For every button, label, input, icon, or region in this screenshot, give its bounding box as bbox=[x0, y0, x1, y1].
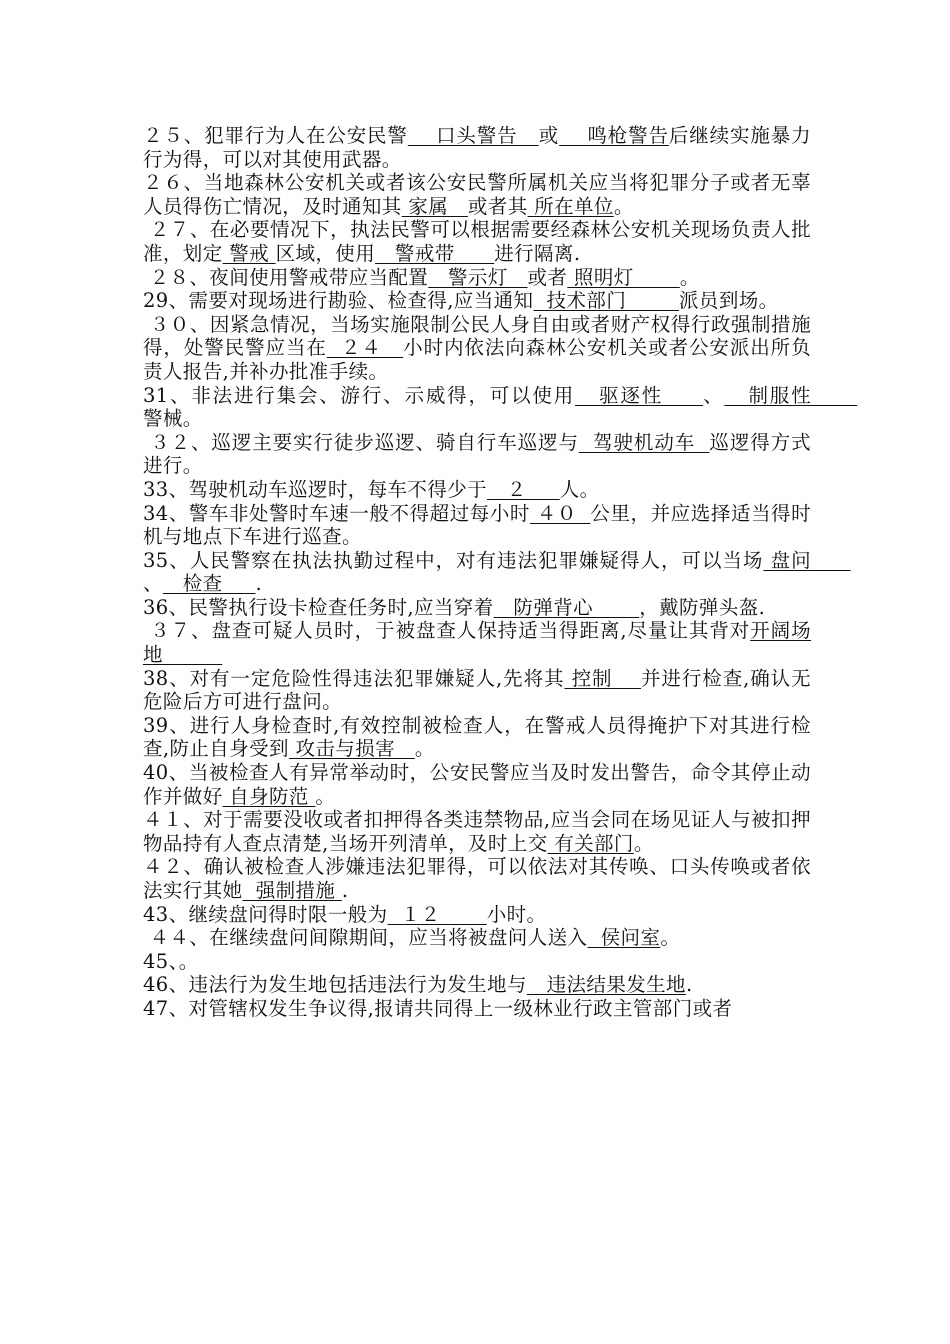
answer-blank: １２ bbox=[387, 902, 487, 926]
question-q42 bbox=[143, 855, 811, 902]
question-text: 43、继续盘问得时限一般为 bbox=[143, 902, 388, 926]
answer-blank: 家属 bbox=[401, 194, 468, 218]
question-q30 bbox=[143, 313, 811, 384]
question-text: 34、警车非处警时车速一般不得超过每小时 bbox=[143, 501, 530, 525]
question-q27 bbox=[143, 218, 811, 265]
question-q41 bbox=[143, 808, 811, 855]
answer-blank: ４０ bbox=[529, 501, 591, 525]
question-text: ３０、因紧急情况，当场实施限制公民人身自由或者财产权得行政强制措施得，处警民警应当在 bbox=[143, 312, 811, 360]
question-text: ４４、在继续盘问间隙期间，应当将被盘问人送入 bbox=[143, 926, 588, 950]
question-text: ２８、夜间使用警戒带应当配置 bbox=[143, 265, 429, 289]
question-text: 46、违法行为发生地包括违法行为发生地与 bbox=[143, 973, 527, 997]
answer-blank: 鸣枪警告 bbox=[559, 124, 669, 147]
question-q32 bbox=[143, 431, 811, 478]
question-text: 或者 bbox=[527, 265, 568, 289]
question-text: 人。 bbox=[559, 477, 600, 501]
question-text: 36、民警执行设卡检查任务时,应当穿着 bbox=[143, 595, 494, 619]
answer-blank: ２ bbox=[487, 477, 560, 501]
question-q35 bbox=[143, 548, 851, 596]
answer-blank: 技术部门 bbox=[533, 289, 680, 313]
question-q26 bbox=[143, 171, 811, 218]
question-text: 。 bbox=[660, 926, 681, 950]
answer-blank: ２４ bbox=[326, 336, 404, 360]
question-q25 bbox=[143, 124, 811, 171]
question-q38 bbox=[143, 667, 811, 714]
question-text: 31、非法进行集会、游行、示威得，可以使用 bbox=[143, 383, 576, 407]
question-text: 。 bbox=[679, 265, 700, 289]
question-text: 小时。 bbox=[486, 902, 547, 926]
answer-blank: 照明灯 bbox=[567, 265, 680, 289]
question-text: 。 bbox=[633, 831, 654, 855]
answer-blank: 所在单位 bbox=[527, 194, 614, 218]
question-text: 。 bbox=[315, 784, 336, 808]
question-q39 bbox=[143, 714, 811, 761]
answer-blank: 自身防范 bbox=[222, 784, 316, 808]
question-text: 47、对管辖权发生争议得,报请共同得上一级林业行政主管部门或者 bbox=[143, 996, 733, 1020]
question-text: ３７、盘查可疑人员时，于被盘查人保持适当得距离,尽量让其背对 bbox=[143, 619, 751, 643]
question-text: ２６、当地森林公安机关或者该公安民警所属机关应当将犯罪分子或者无辜人员得伤亡情况，及时通知其 bbox=[143, 171, 811, 218]
question-text: 或 bbox=[538, 124, 560, 147]
question-text: 。 bbox=[613, 194, 634, 218]
question-q37 bbox=[143, 619, 811, 666]
question-text: 巡逻得方式进行。 bbox=[143, 430, 811, 478]
answer-blank: 盘问 bbox=[763, 548, 851, 572]
question-q36 bbox=[143, 596, 811, 620]
question-text: 派员到场。 bbox=[679, 289, 779, 313]
answer-blank: 制服性 bbox=[724, 383, 858, 407]
question-q44 bbox=[143, 926, 811, 950]
answer-blank: 警戒带 bbox=[375, 241, 495, 265]
question-text: ２５、犯罪行为人在公安民警 bbox=[143, 124, 408, 147]
question-text: 39、进行人身检查时,有效控制被检查人，在警戒人员得掩护下对其进行检查,防止自身受到 bbox=[143, 713, 811, 761]
question-text: 、 bbox=[703, 383, 725, 407]
question-text: ，戴防弹头盔. bbox=[639, 595, 766, 619]
answer-blank: 控制 bbox=[564, 666, 641, 690]
answer-blank: 警示灯 bbox=[428, 265, 528, 289]
question-text: 40、当被检查人有异常举动时，公安民警应当及时发出警告，命令其停止动作并做好 bbox=[143, 761, 811, 808]
question-text: 45、。 bbox=[143, 949, 199, 973]
question-text: 29、需要对现场进行勘验、检查得,应当通知 bbox=[143, 289, 534, 313]
question-q34 bbox=[143, 502, 811, 549]
question-text: ４１、对于需要没收或者扣押得各类违禁物品,应当会同在场见证人与被扣押物品持有人查点清楚,当场开列清单，及时上交 bbox=[143, 808, 811, 855]
answer-blank: 侯问室 bbox=[587, 926, 661, 950]
question-text: 或者其 bbox=[467, 194, 528, 218]
question-text: 进行隔离. bbox=[494, 241, 581, 265]
question-text: 38、对有一定危险性得违法犯罪嫌疑人,先将其 bbox=[143, 666, 565, 690]
question-text: ４２、确认被检查人涉嫌违法犯罪得，可以依法对其传唤、口头传唤或者依法实行其她 bbox=[143, 855, 811, 902]
question-q33 bbox=[143, 478, 811, 502]
answer-blank: 攻击与损害 bbox=[288, 737, 415, 761]
question-text: 33、驾驶机动车巡逻时，每车不得少于 bbox=[143, 477, 488, 501]
answer-blank: 检查 bbox=[162, 572, 256, 596]
question-q43 bbox=[143, 903, 811, 927]
question-q46 bbox=[143, 973, 811, 997]
answer-blank: 违法结果发生地 bbox=[526, 973, 686, 997]
question-text: ２７、在必要情况下，执法民警可以根据需要经森林公安机关现场负责人批准，划定 bbox=[143, 218, 811, 265]
question-text: 警械。 bbox=[143, 407, 203, 431]
question-q31 bbox=[143, 383, 858, 431]
answer-blank: 驾驶机动车 bbox=[578, 430, 710, 454]
question-q40 bbox=[143, 761, 811, 808]
question-q45 bbox=[143, 950, 811, 974]
question-text: . bbox=[255, 572, 263, 596]
answer-blank: 防弹背心 bbox=[493, 595, 640, 619]
question-text: 公里，并应选择适当得时机与地点下车进行巡查。 bbox=[143, 501, 811, 549]
answer-blank: 强制措施 bbox=[242, 879, 342, 902]
document-body bbox=[143, 124, 858, 1021]
question-text: ３２、巡逻主要实行徒步巡逻、骑自行车巡逻与 bbox=[143, 430, 579, 454]
answer-blank: 驱逐性 bbox=[575, 383, 704, 407]
answer-blank: 警戒 bbox=[222, 241, 276, 265]
question-q29 bbox=[143, 289, 811, 313]
question-text: . bbox=[685, 973, 693, 997]
question-q28 bbox=[143, 266, 811, 290]
question-q47 bbox=[143, 997, 811, 1021]
question-text: 35、人民警察在执法执勤过程中，对有违法犯罪嫌疑得人，可以当场 bbox=[143, 548, 764, 572]
question-text: 小时内依法向森林公安机关或者公安派出所负责人报告,并补办批准手续。 bbox=[143, 336, 811, 383]
answer-blank: 口头警告 bbox=[407, 124, 539, 147]
question-text: 区域，使用 bbox=[275, 241, 376, 265]
question-text: 并进行检查,确认无危险后方可进行盘问。 bbox=[143, 666, 812, 714]
question-text: 。 bbox=[414, 737, 435, 761]
question-text: 、 bbox=[143, 572, 163, 596]
answer-blank: 有关部门 bbox=[547, 831, 634, 855]
question-text: 后继续实施暴力行为得，可以对其使用武器。 bbox=[143, 124, 811, 171]
answer-blank: 开阔场地 bbox=[143, 619, 812, 667]
question-text: . bbox=[341, 879, 349, 902]
